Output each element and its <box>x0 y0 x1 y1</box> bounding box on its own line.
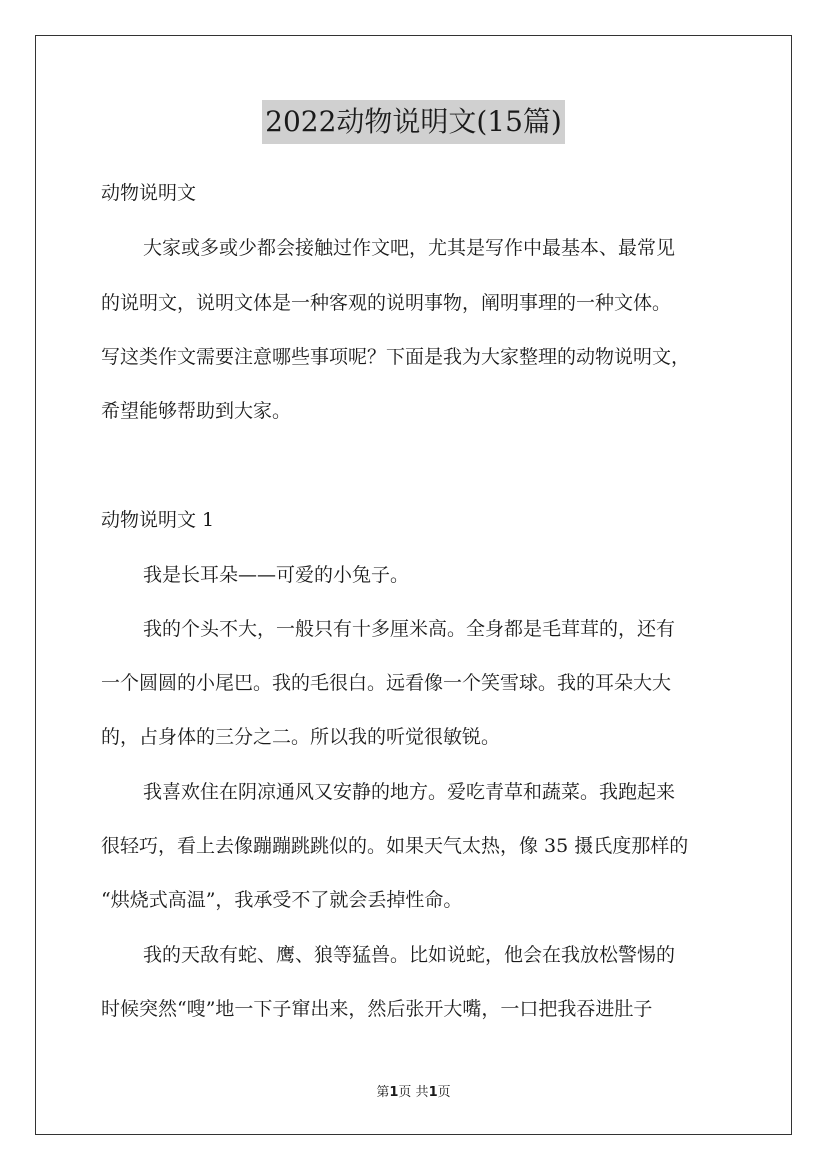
title-wrap <box>0 100 827 144</box>
paragraph-line: 我喜欢住在阴凉通风又安静的地方。爱吃青草和蔬菜。我跑起来 <box>143 781 676 803</box>
paragraph-line: 时候突然“嗖”地一下子窜出来，然后张开大嘴，一口把我吞进肚子 <box>101 998 653 1020</box>
paragraph-line: 希望能够帮助到大家。 <box>101 400 292 422</box>
paragraph-line: 我是长耳朵——可爱的小兔子。 <box>143 564 410 586</box>
paragraph-line: 写这类作文需要注意哪些事项呢？下面是我为大家整理的动物说明文， <box>101 346 691 368</box>
paragraph-line: “烘烧式高温”，我承受不了就会丢掉性命。 <box>101 889 463 911</box>
footer-page-mid: 页 共 <box>398 1085 429 1100</box>
section-heading: 动物说明文 1 <box>101 509 215 531</box>
paragraph-line: 的，占身体的三分之二。所以我的听觉很敏锐。 <box>101 726 501 748</box>
paragraph-line: 的说明文，说明文体是一种客观的说明事物，阐明事理的一种文体。 <box>101 292 672 314</box>
paragraph-line: 大家或多或少都会接触过作文吧，尤其是写作中最基本、最常见 <box>143 237 676 259</box>
footer-page-total: 1 <box>428 1085 438 1100</box>
footer-page-prefix: 第 <box>376 1085 390 1100</box>
page-footer <box>0 1084 827 1102</box>
paragraph-line: 一个圆圆的小尾巴。我的毛很白。远看像一个笑雪球。我的耳朵大大 <box>101 672 672 694</box>
paragraph-line: 很轻巧，看上去像蹦蹦跳跳似的。如果天气太热，像 35 摄氏度那样的 <box>101 835 689 857</box>
footer-page-suffix: 页 <box>437 1085 451 1100</box>
paragraph-line: 我的天敌有蛇、鹰、狼等猛兽。比如说蛇，他会在我放松警惕的 <box>143 944 676 966</box>
footer-page-current: 1 <box>389 1085 399 1100</box>
section-heading: 动物说明文 <box>101 182 197 204</box>
paragraph-line: 我的个头不大，一般只有十多厘米高。全身都是毛茸茸的，还有 <box>143 618 676 640</box>
document-title: 2022动物说明文(15篇) <box>262 100 565 144</box>
